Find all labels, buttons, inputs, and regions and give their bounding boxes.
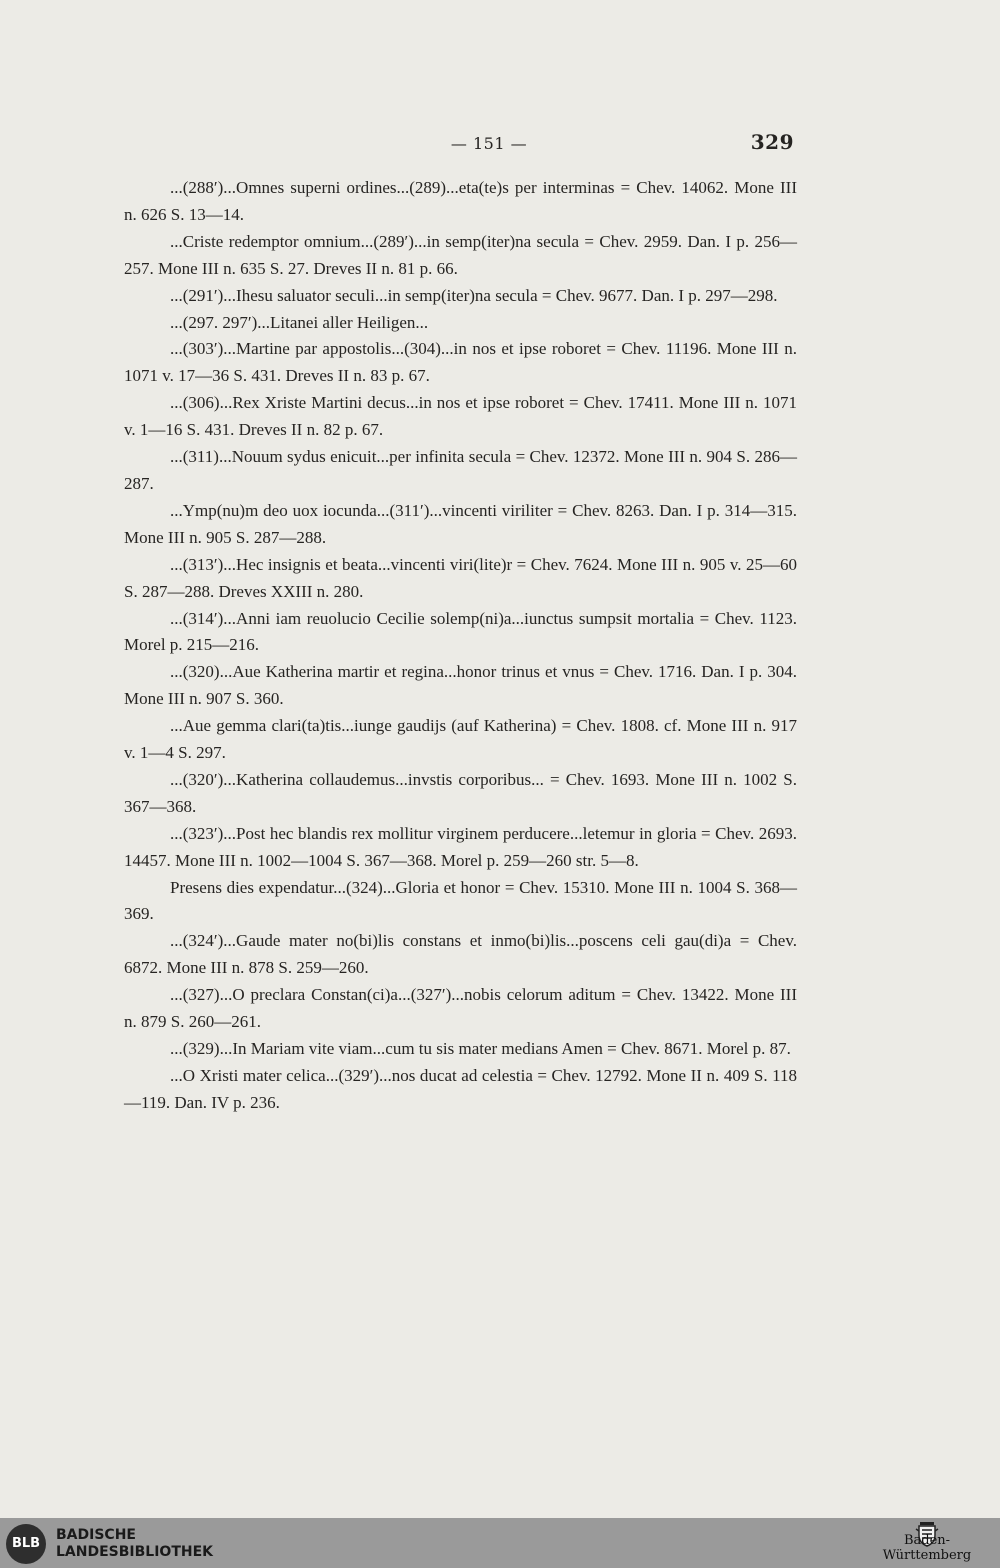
entry-paragraph: ...(324′)...Gaude mater no(bi)lis constans et inmo(bi)lis...poscens celi gau(di)a = Chev. 6872. Mone III n. 878 S. 259—260. (124, 931, 797, 978)
original-page-number: — 151 — (450, 134, 528, 153)
entry-paragraph: ...(297. 297′)...Litanei aller Heiligen... (170, 312, 429, 332)
entry-paragraph: ...Ymp(nu)m deo uox iocunda...(311′)...vincenti viriliter = Chev. 8263. Dan. I p. 314—315. Mone III n. 905 S. 287—288. (124, 500, 797, 547)
baden-wuerttemberg-logo[interactable] (862, 1520, 992, 1566)
entry-paragraph: ...Criste redemptor omnium...(289′)...in semp(iter)na secula = Chev. 2959. Dan. I p. 256—257. Mone III n. 635 S. 27. Dreves II n. 81 p. 66. (124, 231, 797, 278)
running-header (124, 132, 796, 156)
entry-paragraph: ...(327)...O preclara Constan(ci)a...(327′)...nobis celorum aditum = Chev. 13422. Mone III n. 879 S. 260—261. (124, 985, 797, 1032)
entry-paragraph: ...(306)...Rex Xriste Martini decus...in nos et ipse roboret = Chev. 17411. Mone III n. 1071 v. 1—16 S. 431. Dreves II n. 82 p. 67. (124, 393, 797, 440)
entry-paragraph: ...(313′)...Hec insignis et beata...vincenti viri(lite)r = Chev. 7624. Mone III n. 905 v. 25—60 S. 287—288. Dreves XXIII n. 280. (124, 554, 797, 601)
entry-paragraph: ...(303′)...Martine par appostolis...(304)...in nos et ipse roboret = Chev. 11196. Mone III n. 1071 v. 17—36 S. 431. Dreves II n. 83 p. 67. (124, 339, 797, 386)
entry-paragraph: ...(291′)...Ihesu saluator seculi...in semp(iter)na secula = Chev. 9677. Dan. I p. 297—298. (170, 285, 778, 305)
entry-list (124, 175, 797, 1117)
entry-paragraph: ...Aue gemma clari(ta)tis...iunge gaudijs (auf Katherina) = Chev. 1808. cf. Mone III n. 917 v. 1—4 S. 297. (124, 716, 797, 763)
library-name-line2: LANDESBIBLIOTHEK (56, 1544, 214, 1560)
entry-paragraph: ...(314′)...Anni iam reuolucio Cecilie solemp(ni)a...iunctus sumpsit mortalia = Chev. 1123. Morel p. 215—216. (124, 608, 797, 655)
entry-paragraph: ...O Xristi mater celica...(329′)...nos ducat ad celestia = Chev. 12792. Mone II n. 409 S. 118—119. Dan. IV p. 236. (124, 1065, 797, 1112)
entry-paragraph: ...(311)...Nouum sydus enicuit...per infinita secula = Chev. 12372. Mone III n. 904 S. 286—287. (124, 447, 797, 493)
entry-paragraph: ...(329)...In Mariam vite viam...cum tu sis mater medians Amen = Chev. 8671. Morel p. 87. (170, 1039, 791, 1058)
library-name-line1: BADISCHE (56, 1527, 136, 1543)
blb-logo-icon[interactable]: BLB (6, 1524, 46, 1564)
entry-paragraph: ...(323′)...Post hec blandis rex mollitur virginem perducere...letemur in gloria = Chev. 2693. 14457. Mone III n. 1002—1004 S. 367—368. Morel p. 259—260 str. 5—8. (124, 823, 797, 870)
library-name[interactable] (56, 1527, 213, 1561)
entry-paragraph: ...(320′)...Katherina collaudemus...invstis corporibus... = Chev. 1693. Mone III n. 1002 S. 367—368. (124, 769, 797, 816)
state-name: Baden-Württemberg (882, 1533, 972, 1563)
page-number: 329 (750, 130, 794, 154)
viewer-footer-bar (0, 1518, 1000, 1568)
entry-paragraph: ...(320)...Aue Katherina martir et regina...honor trinus et vnus = Chev. 1716. Dan. I p. 304. Mone III n. 907 S. 360. (124, 662, 797, 709)
entry-paragraph: Presens dies expendatur...(324)...Gloria et honor = Chev. 15310. Mone III n. 1004 S. 368—369. (124, 877, 797, 924)
entry-paragraph: ...(288′)...Omnes superni ordines...(289)...eta(te)s per interminas = Chev. 14062. Mone III n. 626 S. 13—14. (124, 178, 797, 224)
